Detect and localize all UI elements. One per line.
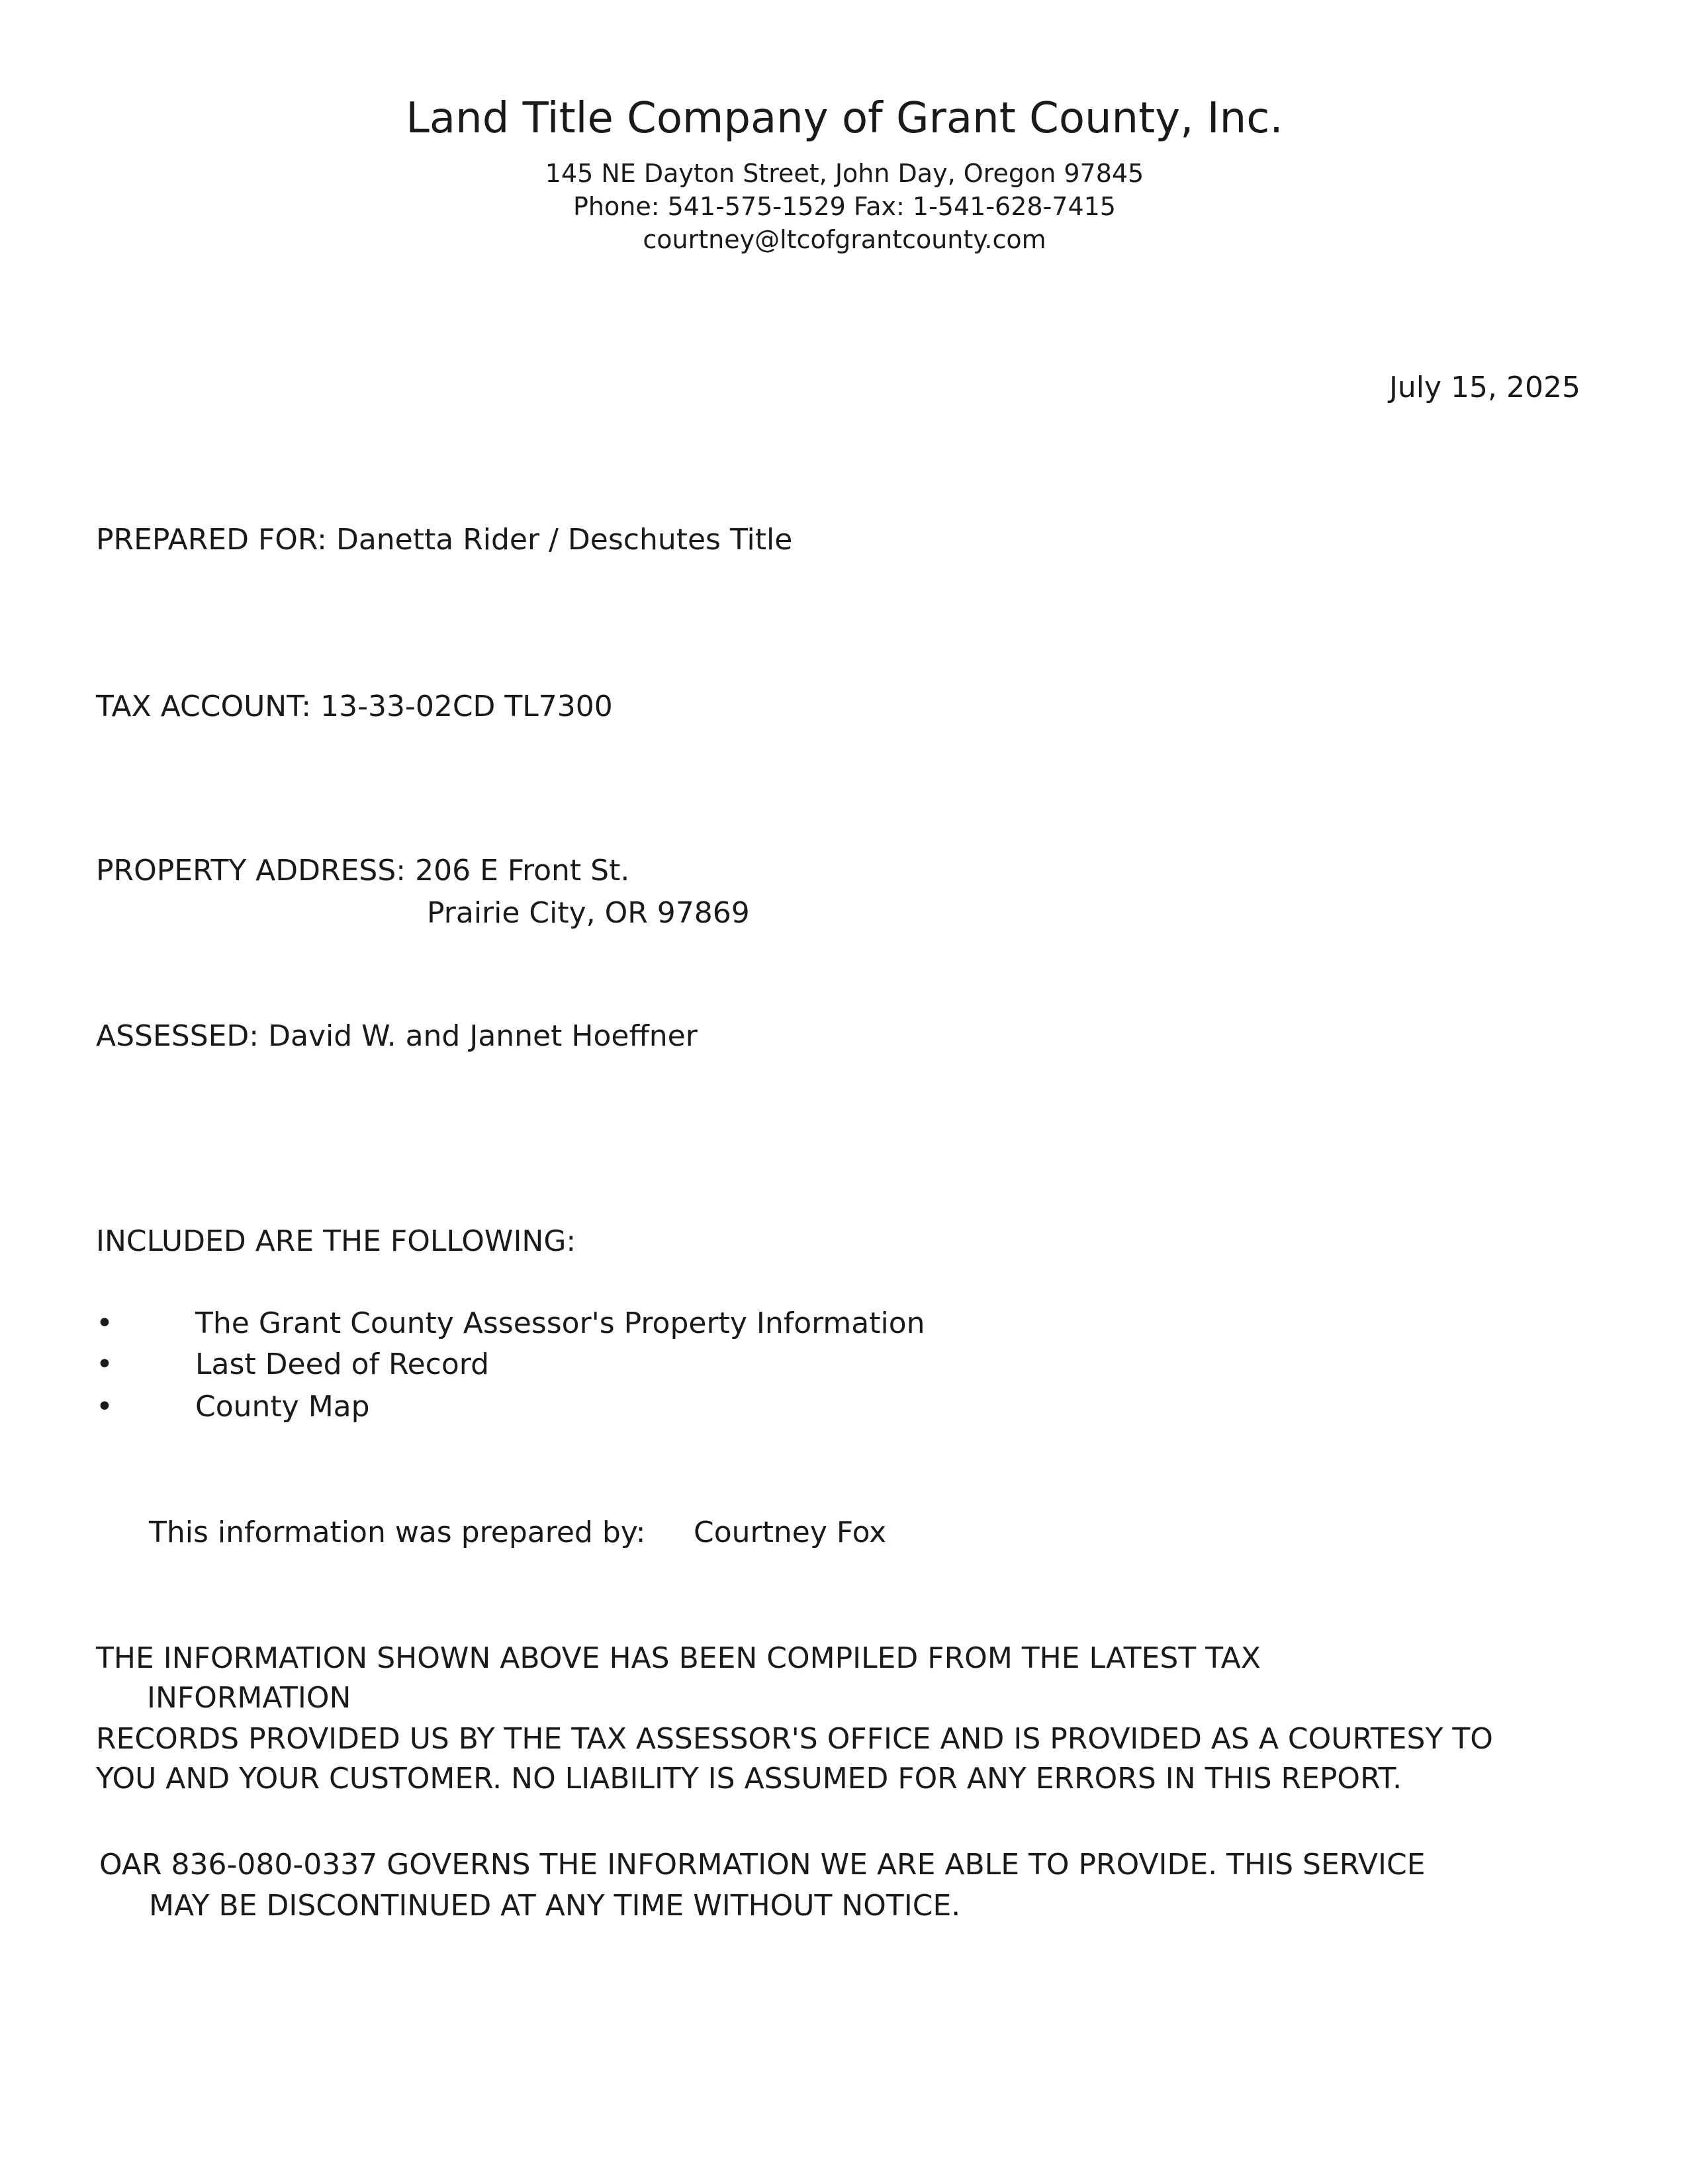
list-item-text: Last Deed of Record — [195, 1347, 489, 1381]
prepared-for-row — [96, 523, 792, 557]
disclaimer-line: THE INFORMATION SHOWN ABOVE HAS BEEN COMPILED FROM THE LATEST TAX — [96, 1641, 1261, 1675]
list-item — [96, 1306, 925, 1340]
included-heading: INCLUDED ARE THE FOLLOWING: — [96, 1224, 576, 1258]
list-item — [96, 1347, 489, 1381]
disclaimer-line: INFORMATION — [147, 1681, 351, 1715]
assessed-value: David W. and Jannet Hoeffner — [268, 1019, 698, 1053]
list-item — [96, 1390, 370, 1424]
property-address-line2: Prairie City, OR 97869 — [427, 896, 750, 930]
company-name: Land Title Company of Grant County, Inc. — [406, 94, 1283, 143]
prepared-for-label: PREPARED FOR: — [96, 523, 327, 557]
list-item-text: The Grant County Assessor's Property Information — [195, 1306, 925, 1340]
report-date: July 15, 2025 — [1389, 371, 1580, 404]
prepared-by-name: Courtney Fox — [694, 1516, 887, 1549]
disclaimer-line: YOU AND YOUR CUSTOMER. NO LIABILITY IS ASSUMED FOR ANY ERRORS IN THIS REPORT. — [96, 1762, 1402, 1796]
assessed-label: ASSESSED: — [96, 1019, 259, 1053]
bullet: • — [96, 1390, 113, 1424]
tax-account-value: 13-33-02CD TL7300 — [320, 690, 613, 723]
prepared-by-label: This information was prepared by: — [149, 1516, 646, 1549]
tax-account-row — [96, 690, 613, 723]
bullet: • — [96, 1347, 113, 1381]
assessed-row — [96, 1019, 698, 1053]
property-address-label: PROPERTY ADDRESS: — [96, 854, 406, 887]
disclaimer-line: MAY BE DISCONTINUED AT ANY TIME WITHOUT NOTICE. — [149, 1889, 961, 1923]
tax-account-label: TAX ACCOUNT: — [96, 690, 312, 723]
company-phone-fax: Phone: 541-575-1529 Fax: 1-541-628-7415 — [573, 192, 1116, 221]
disclaimer-line: OAR 836-080-0337 GOVERNS THE INFORMATION WE ARE ABLE TO PROVIDE. THIS SERVICE — [99, 1848, 1426, 1882]
prepared-for-value: Danetta Rider / Deschutes Title — [336, 523, 793, 557]
company-street: 145 NE Dayton Street, John Day, Oregon 97845 — [545, 159, 1144, 188]
property-address-row — [96, 854, 629, 887]
property-address-line1: 206 E Front St. — [415, 854, 630, 887]
disclaimer-line: RECORDS PROVIDED US BY THE TAX ASSESSOR'S OFFICE AND IS PROVIDED AS A COURTESY TO — [96, 1722, 1493, 1756]
bullet: • — [96, 1306, 113, 1340]
list-item-text: County Map — [195, 1390, 370, 1424]
company-email: courtney@ltcofgrantcounty.com — [643, 225, 1046, 254]
